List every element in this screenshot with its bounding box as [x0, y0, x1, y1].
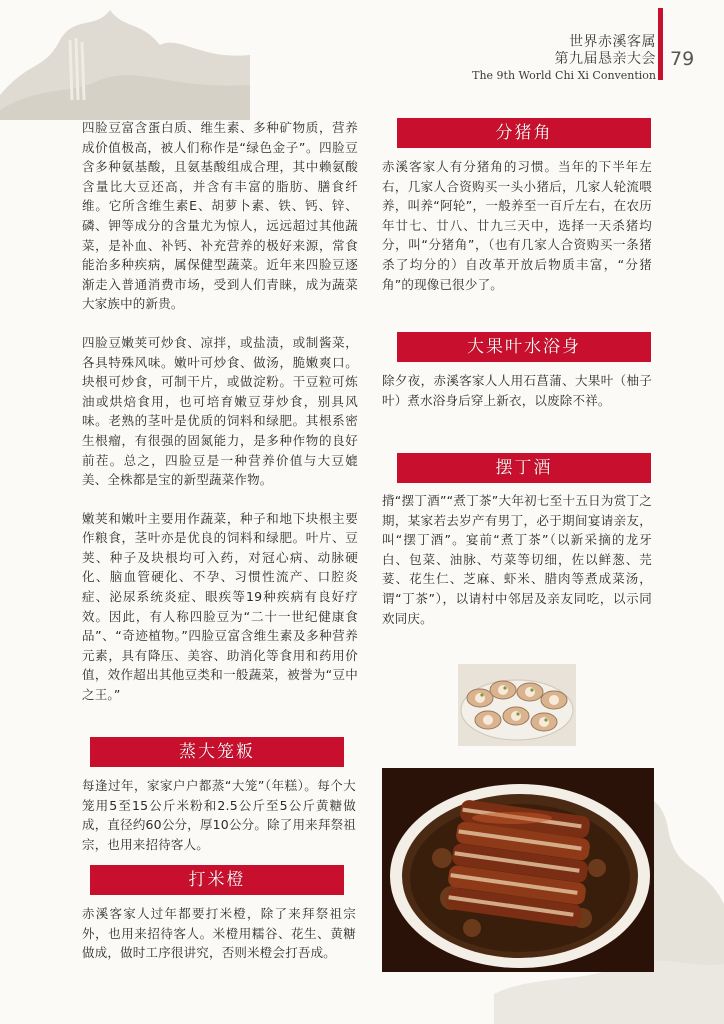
section-body-rice-cake: 赤溪客家人过年都要打米橙，除了来拜祭祖宗外，也用来招待客人。米橙用糯谷、花生、黄糖做成，做时工序很讲究，否则米橙会打吾成。 — [82, 906, 356, 961]
header-accent-bar — [658, 8, 663, 80]
section-body-steamed-cake: 每逢过年，家家户户都蒸“大笼”（年糕）。每个大笼用5至15公斤米粉和2.5公斤至5公斤黄糖做成，直径约60公分，厚10公分。除了用来拜祭祖宗，也用来招待客人。 — [82, 778, 356, 852]
section-body-pig-sharing: 赤溪客家人有分猪角的习惯。当年的下半年左右，几家人合资购买一头小猪后，几家人轮流喂养，叫养“阿轮”，一般养至一百斤左右，在农历年廿七、廿八、廿九三天中，选择一天杀猪均分，叫“分猪角”，（也有几家人合资购买一条猪杀了均分的）自改革开放后物质丰富，“分猪角”的现像已很少了。 — [382, 159, 652, 292]
landscape-illustration-top — [0, 0, 250, 120]
left-column — [82, 118, 358, 724]
paragraph-winged-bean-uses: 四脸豆嫩荚可炒食、凉拌，或盐渍，或制酱菜，各具特殊风味。嫩叶可炒食、做汤，脆嫩爽口。块根可炒食，可制干片，或做淀粉。干豆粒可炼油或烘焙食用，也可培育嫩豆芽炒食，别具风味。老熟的茎叶是优质的饲料和绿肥。其根系密生根瘤，有很强的固氮能力，是多种作物的良好前茬。总之，四脸豆是一种营养价值与大豆媲美、全株都是宝的新型蔬菜作物。 — [82, 334, 358, 488]
header-title-line2: 第九届恳亲大会 — [554, 51, 656, 67]
header-title-english: The 9th World Chi Xi Convention — [472, 69, 656, 82]
braised-pork-photo — [382, 768, 654, 972]
section-title: 分猪角 — [495, 123, 553, 143]
braised-pork-image — [382, 768, 654, 972]
section-body-ding-wine: 揹“摆丁酒”“煮丁茶”大年初七至十五日为赏丁之期，某家若去岁产有男丁，必于期间宴请亲友，叫“摆丁酒”。宴前“煮丁茶”（以新采摘的龙牙白、包菜、油脉、芍菜等切细，佐以鲜葱、芫荽、花生仁、芝麻、虾米、腊肉等煮成菜汤，谓“丁茶”），以请村中邻居及亲友同吃，以示同欢同庆。 — [382, 493, 652, 626]
section-body-leaf-bath: 除夕夜，赤溪客家人人用石菖蒲、大果叶（柚子叶）煮水浴身后穿上新衣，以废除不祥。 — [382, 373, 652, 408]
scallops-dish-photo — [458, 664, 576, 746]
section-banner-leaf-bath — [397, 332, 651, 362]
page-number: 79 — [670, 48, 695, 70]
paragraph-winged-bean-nutrition: 四脸豆富含蛋白质、维生素、多种矿物质，营养成价值极高，被人们称作是“绿色金子”。四脸豆含多种氨基酸，且氨基酸组成合理，其中赖氨酸含量比大豆还高，并含有丰富的脂肪、膳食纤维。它所含维生素E、胡萝卜素、铁、钙、锌、磷、钾等成分的含量尤为惊人，远远超过其他蔬菜，是补血、补钙、补充营养的极好来源，常食能治多种疾病，属保健型蔬菜。近年来四脸豆逐渐走入普通消费市场，受到人们青睐，成为蔬菜大家族中的新贵。 — [82, 120, 358, 312]
scallops-image — [458, 664, 576, 746]
section-title: 蒸大笼粄 — [179, 742, 255, 762]
section-title: 大果叶水浴身 — [467, 337, 581, 357]
convention-header — [472, 34, 656, 84]
section-banner-ding-wine — [397, 453, 651, 483]
section-banner-steamed-cake — [90, 737, 344, 767]
section-banner-rice-cake — [90, 865, 344, 895]
section-title: 打米橙 — [188, 870, 246, 890]
section-title: 摆丁酒 — [495, 458, 553, 478]
paragraph-winged-bean-health: 嫩荚和嫩叶主要用作蔬菜，种子和地下块根主要作粮食，茎叶亦是优良的饲料和绿肥。叶片、豆荚、种子及块根均可入药，对冠心病、动脉硬化、脑血管硬化、不孕、习惯性流产、口腔炎症、泌尿系统炎症、眼疾等19种疾病有良好疗效。因此，有人称四脸豆为“二十一世纪健康食品”、“奇迹植物。”四脸豆富含维生素及多种营养元素，具有降压、美容、助消化等食用和药用价值，效作超出其他豆类和一般蔬菜，被誉为“豆中之王。” — [82, 510, 358, 703]
header-title-line1: 世界赤溪客属 — [569, 34, 656, 50]
section-banner-pig-sharing — [397, 118, 651, 148]
